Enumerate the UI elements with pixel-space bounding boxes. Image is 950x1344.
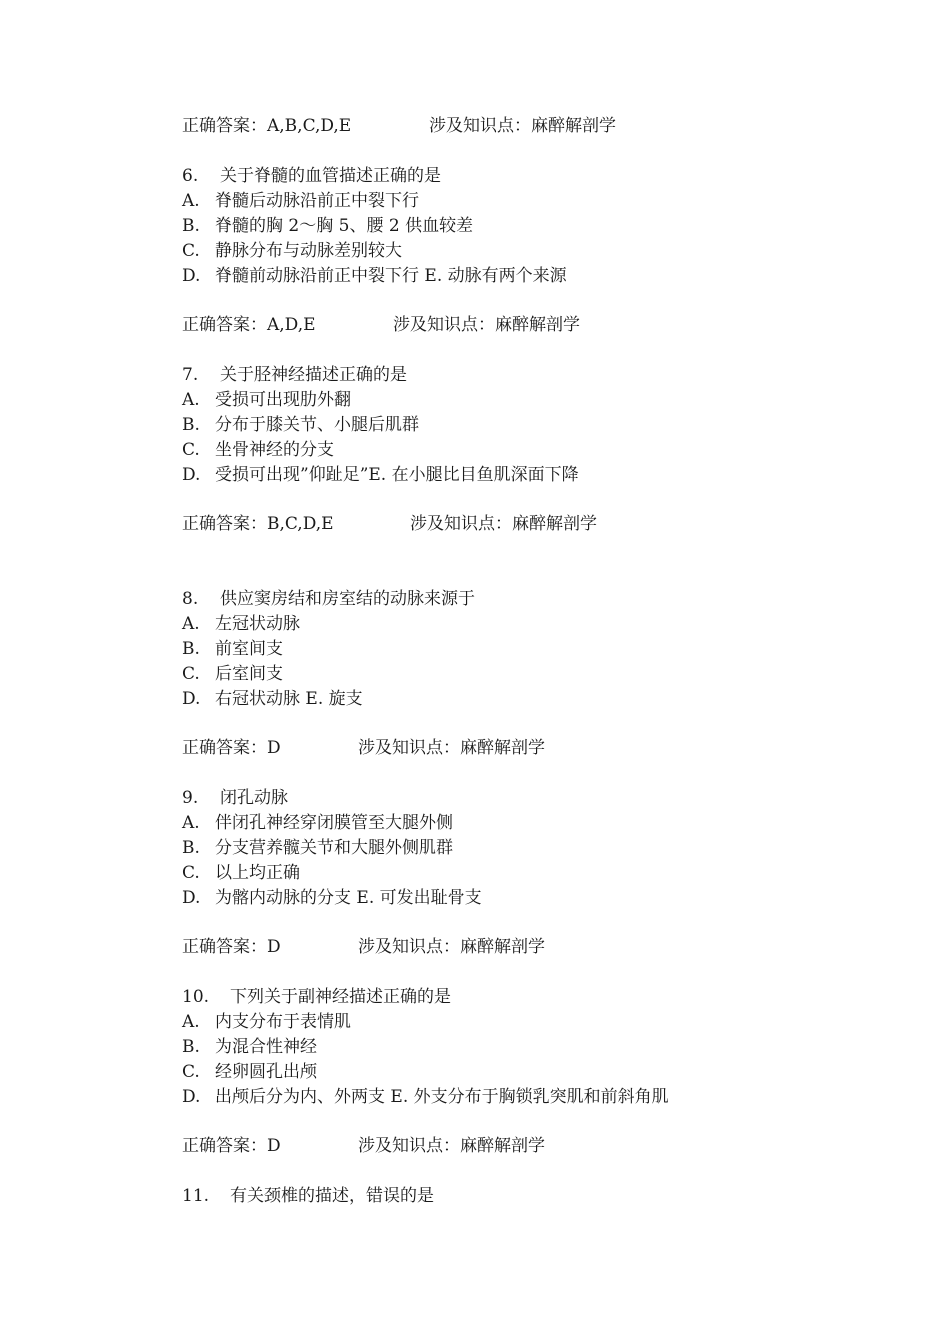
option-letter: D. <box>182 1087 201 1107</box>
answer-line-q7 <box>182 514 597 534</box>
option-text: 前室间支 <box>215 639 283 659</box>
option-text: 受损可出现”仰趾足”E. 在小腿比目鱼肌深面下降 <box>215 465 579 485</box>
option-letter: C. <box>182 241 200 261</box>
answer-value: A,B,C,D,E <box>267 116 352 136</box>
answer-value: D <box>267 937 281 957</box>
option-letter: A. <box>182 1012 200 1032</box>
option-letter: B. <box>182 639 200 659</box>
option-line <box>182 1012 351 1032</box>
topic-label: 涉及知识点：麻醉解剖学 <box>429 116 616 136</box>
option-letter: A. <box>182 813 200 833</box>
question-text: 下列关于副神经描述正确的是 <box>230 987 451 1007</box>
option-text: 为髂内动脉的分支 E. 可发出耻骨支 <box>215 888 482 908</box>
option-letter: D. <box>182 465 201 485</box>
question-number: 9. <box>182 788 199 808</box>
option-line <box>182 1087 669 1107</box>
option-text: 伴闭孔神经穿闭膜管至大腿外侧 <box>215 813 453 833</box>
answer-value: D <box>267 1136 281 1156</box>
option-letter: A. <box>182 390 200 410</box>
option-letter: B. <box>182 1037 200 1057</box>
option-text: 内支分布于表情肌 <box>215 1012 351 1032</box>
question-text: 关于脊髓的血管描述正确的是 <box>220 166 441 186</box>
answer-value: D <box>267 738 281 758</box>
option-line <box>182 390 351 410</box>
topic-label: 涉及知识点：麻醉解剖学 <box>358 1136 545 1156</box>
option-line <box>182 664 283 684</box>
answer-label: 正确答案： <box>182 738 267 758</box>
question-number: 6. <box>182 166 199 186</box>
option-text: 脊髓前动脉沿前正中裂下行 E. 动脉有两个来源 <box>215 266 567 286</box>
option-letter: B. <box>182 838 200 858</box>
option-line <box>182 813 453 833</box>
answer-label: 正确答案： <box>182 937 267 957</box>
answer-line-q10 <box>182 1136 545 1156</box>
option-line <box>182 1062 317 1082</box>
topic-label: 涉及知识点：麻醉解剖学 <box>358 937 545 957</box>
answer-value: A,D,E <box>267 315 316 335</box>
option-line <box>182 415 419 435</box>
option-letter: C. <box>182 863 200 883</box>
option-text: 坐骨神经的分支 <box>215 440 334 460</box>
question-7 <box>182 365 407 385</box>
question-text: 供应窦房结和房室结的动脉来源于 <box>220 589 475 609</box>
option-letter: D. <box>182 888 201 908</box>
answer-line-q5 <box>182 116 616 136</box>
option-line <box>182 838 453 858</box>
option-line <box>182 1037 317 1057</box>
option-line <box>182 888 482 908</box>
option-text: 脊髓的胸 2～胸 5、腰 2 供血较差 <box>215 216 474 236</box>
question-number: 10. <box>182 987 210 1007</box>
option-text: 受损可出现肋外翻 <box>215 390 351 410</box>
question-number: 8. <box>182 589 199 609</box>
option-line <box>182 465 579 485</box>
option-line <box>182 639 283 659</box>
option-line <box>182 863 300 883</box>
question-11 <box>182 1186 434 1206</box>
option-text: 以上均正确 <box>215 863 300 883</box>
topic-label: 涉及知识点：麻醉解剖学 <box>410 514 597 534</box>
topic-label: 涉及知识点：麻醉解剖学 <box>358 738 545 758</box>
option-text: 后室间支 <box>215 664 283 684</box>
answer-value: B,C,D,E <box>267 514 334 534</box>
answer-line-q9 <box>182 937 545 957</box>
option-letter: A. <box>182 191 200 211</box>
option-line <box>182 266 567 286</box>
answer-label: 正确答案： <box>182 315 267 335</box>
option-letter: B. <box>182 216 200 236</box>
question-text: 关于胫神经描述正确的是 <box>220 365 407 385</box>
option-letter: C. <box>182 1062 200 1082</box>
option-letter: C. <box>182 664 200 684</box>
option-text: 分支营养髋关节和大腿外侧肌群 <box>215 838 453 858</box>
option-text: 为混合性神经 <box>215 1037 317 1057</box>
question-8 <box>182 589 475 609</box>
option-line <box>182 440 334 460</box>
answer-label: 正确答案： <box>182 116 267 136</box>
question-number: 11. <box>182 1186 210 1206</box>
option-line <box>182 689 363 709</box>
option-text: 分布于膝关节、小腿后肌群 <box>215 415 419 435</box>
question-10 <box>182 987 451 1007</box>
option-letter: D. <box>182 266 201 286</box>
option-text: 脊髓后动脉沿前正中裂下行 <box>215 191 419 211</box>
answer-label: 正确答案： <box>182 514 267 534</box>
option-text: 静脉分布与动脉差别较大 <box>215 241 402 261</box>
option-letter: D. <box>182 689 201 709</box>
topic-label: 涉及知识点：麻醉解剖学 <box>393 315 580 335</box>
question-text: 有关颈椎的描述，错误的是 <box>230 1186 434 1206</box>
answer-line-q6 <box>182 315 580 335</box>
option-text: 右冠状动脉 E. 旋支 <box>215 689 363 709</box>
question-text: 闭孔动脉 <box>220 788 288 808</box>
option-line <box>182 191 419 211</box>
option-text: 左冠状动脉 <box>215 614 300 634</box>
question-6 <box>182 166 441 186</box>
option-line <box>182 216 474 236</box>
option-letter: C. <box>182 440 200 460</box>
answer-label: 正确答案： <box>182 1136 267 1156</box>
option-line <box>182 241 402 261</box>
option-letter: B. <box>182 415 200 435</box>
option-text: 出颅后分为内、外两支 E. 外支分布于胸锁乳突肌和前斜角肌 <box>215 1087 669 1107</box>
option-line <box>182 614 300 634</box>
question-number: 7. <box>182 365 199 385</box>
option-letter: A. <box>182 614 200 634</box>
question-9 <box>182 788 288 808</box>
answer-line-q8 <box>182 738 545 758</box>
option-text: 经卵圆孔出颅 <box>215 1062 317 1082</box>
